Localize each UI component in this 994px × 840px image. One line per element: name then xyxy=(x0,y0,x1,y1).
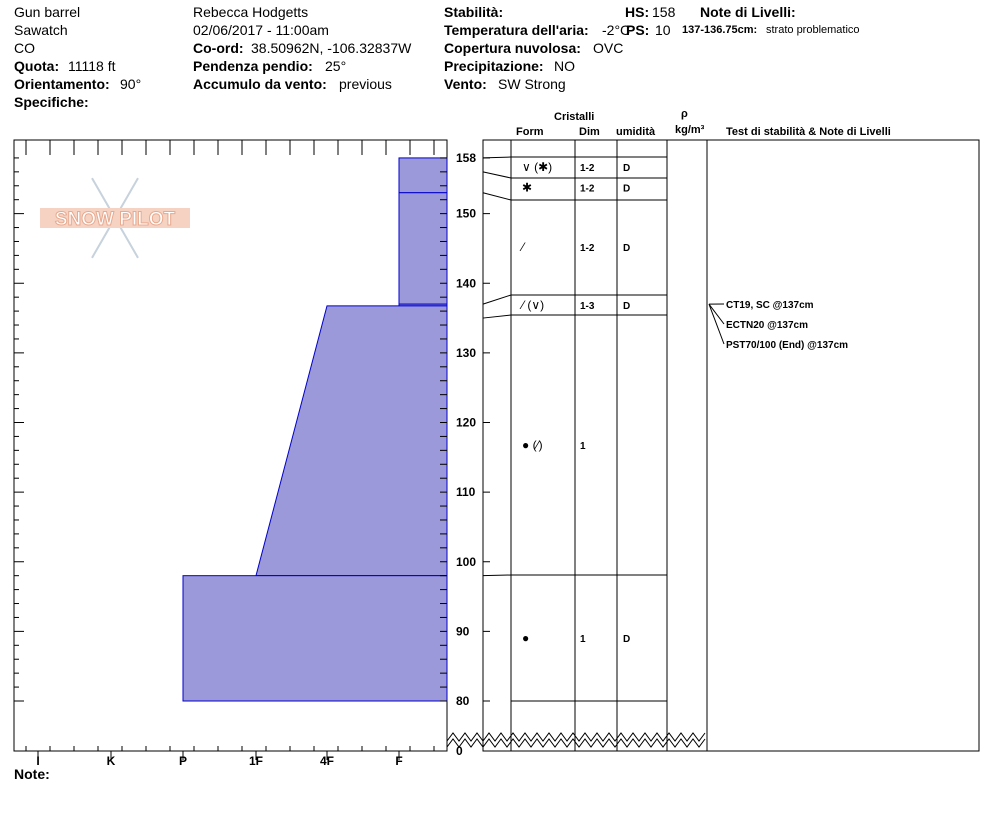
x-tick-label: F xyxy=(395,754,403,768)
air-temp-label: Temperatura dell'aria: xyxy=(444,22,589,38)
col-rho: ρ xyxy=(681,108,688,120)
aspect-label: Orientamento: xyxy=(14,76,110,92)
col-crystals: Cristalli xyxy=(554,111,595,123)
hardness-bar xyxy=(399,158,447,193)
logo-text: SNOW PILOT xyxy=(54,209,176,230)
crystal-size: 1 xyxy=(580,441,586,452)
row-connector xyxy=(483,193,511,200)
col-tests-notes: Test di stabilità & Note di Livelli xyxy=(726,126,891,138)
layer-note-text: strato problematico xyxy=(766,24,860,36)
hs-value: 158 xyxy=(652,4,676,20)
hardness-bar xyxy=(399,193,447,304)
chart-frames xyxy=(14,140,979,751)
elevation-value: 11118 ft xyxy=(68,58,116,74)
moisture: D xyxy=(623,634,631,645)
state: CO xyxy=(14,40,35,56)
crystal-size: 1-3 xyxy=(580,301,595,312)
col-moisture: umidità xyxy=(616,126,656,138)
moisture: D xyxy=(623,163,631,174)
layer-notes-label: Note di Livelli: xyxy=(700,4,796,20)
slope-label: Pendenza pendio: xyxy=(193,58,313,74)
ps-value: 10 xyxy=(655,22,671,38)
stability-tests xyxy=(709,300,848,351)
y-tick-label: 140 xyxy=(456,276,477,291)
coord-value: 38.50962N, -106.32837W xyxy=(251,40,412,56)
moisture: D xyxy=(623,243,631,254)
wind-loading-value: previous xyxy=(339,76,392,92)
datetime: 02/06/2017 - 11:00am xyxy=(193,22,329,38)
precip-label: Precipitazione: xyxy=(444,58,544,74)
y-tick-label: 90 xyxy=(456,624,470,639)
air-temp-value: -2°C xyxy=(602,22,631,38)
y-tick-label: 0 xyxy=(456,744,463,758)
crystal-size: 1-2 xyxy=(580,243,595,254)
wind-label: Vento: xyxy=(444,76,487,92)
hardness-bar xyxy=(183,576,447,701)
crystal-form: ✱ xyxy=(522,180,533,195)
ps-label: PS: xyxy=(626,22,650,38)
y-tick-label: 120 xyxy=(456,415,477,430)
crystal-size: 1-2 xyxy=(580,183,595,195)
location: Gun barrel xyxy=(14,4,81,20)
test-result: CT19, SC @137cm xyxy=(726,300,814,311)
row-connector xyxy=(483,172,511,178)
cloud-value: OVC xyxy=(593,40,624,56)
crystal-form: ⁄ (∨) xyxy=(522,298,545,312)
wind-value: SW Strong xyxy=(498,76,566,92)
crystal-size: 1-2 xyxy=(580,163,595,174)
y-tick-label: 80 xyxy=(456,694,470,708)
col-form: Form xyxy=(516,126,544,138)
test-arrow xyxy=(709,304,724,344)
x-tick-label: I xyxy=(36,754,40,768)
x-tick-label: P xyxy=(178,754,188,768)
moisture: D xyxy=(623,301,631,312)
x-tick-label: K xyxy=(106,754,116,768)
row-connector xyxy=(483,295,511,304)
hardness-bar xyxy=(256,306,447,576)
snowpilot-logo xyxy=(40,178,190,258)
row-connector xyxy=(483,157,511,158)
test-arrow xyxy=(709,304,724,324)
col-density-unit: kg/m³ xyxy=(675,124,705,136)
precip-value: NO xyxy=(554,58,575,74)
row-connector xyxy=(483,315,511,318)
hardness-profile xyxy=(183,158,447,701)
observer: Rebecca Hodgetts xyxy=(193,4,309,20)
crystal-form: ⁄ xyxy=(522,240,525,254)
y-tick-label: 110 xyxy=(456,485,476,500)
crystal-form: ● (⁄) xyxy=(522,438,543,452)
wind-loading-label: Accumulo da vento: xyxy=(193,76,327,92)
row-connector xyxy=(483,575,511,576)
axis-break-2 xyxy=(447,739,705,747)
axis-break xyxy=(447,733,705,741)
crystal-form: ● xyxy=(522,631,530,645)
test-result: ECTN20 @137cm xyxy=(726,320,809,331)
crystal-size: 1 xyxy=(580,634,586,645)
test-result: PST70/100 (End) @137cm xyxy=(726,340,849,351)
specifics-label: Specifiche: xyxy=(14,94,89,110)
crystal-form: ∨ (✱) xyxy=(522,160,553,174)
table-frame xyxy=(483,140,979,751)
y-tick-label: 158 xyxy=(456,150,477,165)
col-size: Dim xyxy=(579,126,600,138)
slope-value: 25° xyxy=(325,58,347,74)
cloud-label: Copertura nuvolosa: xyxy=(444,40,581,56)
y-tick-label: 100 xyxy=(456,554,477,569)
elevation-label: Quota: xyxy=(14,58,60,74)
layer-note-range: 137-136.75cm: xyxy=(682,24,758,36)
y-tick-label: 150 xyxy=(456,206,477,221)
notes-label: Note: xyxy=(14,766,50,782)
hs-label: HS: xyxy=(625,4,650,20)
x-tick-label: 4F xyxy=(319,754,335,768)
y-tick-label: 130 xyxy=(456,345,477,360)
moisture: D xyxy=(623,183,631,195)
aspect-value: 90° xyxy=(120,76,142,92)
stability-label: Stabilità: xyxy=(444,4,504,20)
coord-label: Co-ord: xyxy=(193,40,244,56)
range: Sawatch xyxy=(14,22,68,38)
x-tick-label: 1F xyxy=(248,754,264,768)
